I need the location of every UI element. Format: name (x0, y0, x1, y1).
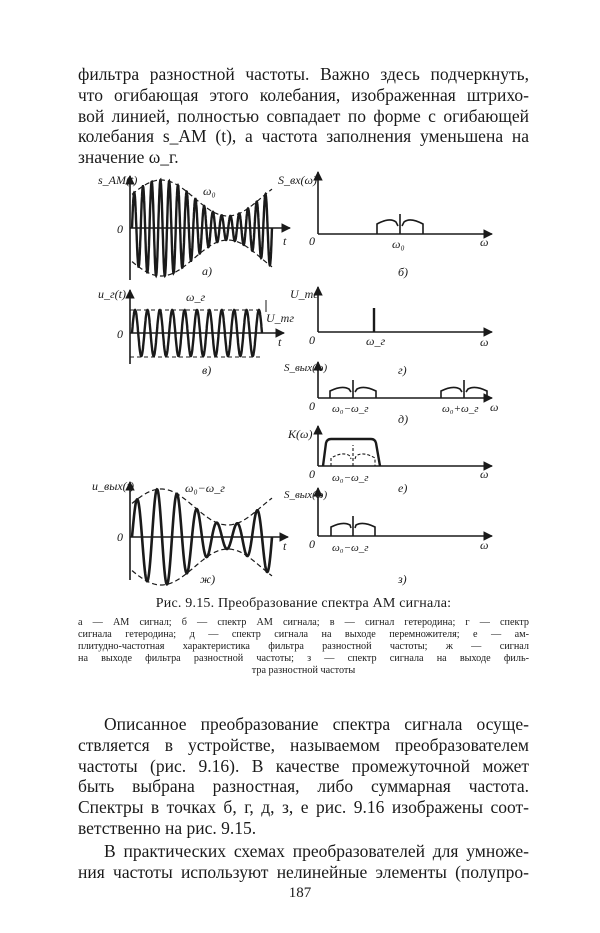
legend-line: плитудно-частотная характеристика фильтра разностной частоты; ж — сигнал (78, 641, 529, 652)
panel-e-x-label: ω (480, 467, 489, 481)
panel-d-x-label: ω (490, 400, 499, 414)
panel-a-waveform (132, 180, 272, 276)
legend-line: а — АМ сигнал; б — спектр АМ сигнала; в — сигнал гетеродина; г — спектр (78, 617, 529, 628)
panel-v-heterodyne-signal (98, 287, 294, 377)
panel-d-y-label: S_вых(ω) (284, 362, 328, 374)
panel-v-amp-label: U_mг (266, 311, 295, 325)
text-line: колебания s_AM (t), а частота заполнения уменьшена на (78, 126, 529, 147)
legend-line: на выходе фильтра разностной частоты; з — спектр сигнала на выходе филь- (78, 653, 529, 664)
panel-zh-y-label: u_вых(t) (92, 479, 134, 493)
text-line: вой линией, полностью совпадает по форме с огибающей (78, 105, 529, 126)
text-line: что огибающая этого колебания, изображенная штрихо- (78, 84, 529, 105)
panel-v-x-label: t (278, 335, 282, 349)
text-line: Описанное преобразование спектра сигнала осуще- (104, 714, 529, 734)
page-number: 187 (288, 885, 312, 901)
panel-v-letter: в) (202, 363, 212, 377)
panel-d-peak1-label: ω₀−ω_г (332, 403, 369, 415)
panel-g-y-label: U_mг (290, 287, 319, 301)
text-line: В практических схемах преобразователей для умноже- (104, 841, 529, 861)
panel-e-passband (323, 439, 380, 466)
panel-z-filter-output-spectrum (284, 488, 492, 586)
figure-caption-legend (78, 617, 529, 677)
panel-a-y-label: s_AM(t) (98, 173, 138, 187)
panel-v-zero: 0 (117, 327, 123, 341)
panel-d-letter: д) (398, 412, 409, 426)
panel-e-letter: е) (398, 481, 408, 495)
panel-d-multiplier-output-spectrum (284, 362, 498, 426)
panel-z-peak-label: ω₀−ω_г (332, 542, 369, 554)
panel-zh-waveform (132, 489, 272, 584)
panel-zh-x-label: t (283, 539, 287, 553)
legend-line: тра разностной частоты (251, 665, 356, 676)
panel-z-zero: 0 (309, 537, 315, 551)
panel-zh-wave-label: ω₀−ω_г (185, 481, 225, 495)
text-line: ния частоты используют нелинейные элементы (полупро- (78, 861, 529, 882)
text-line: фильтра разностной частоты. Важно здесь подчеркнуть, (78, 64, 529, 84)
panel-a-zero: 0 (117, 222, 123, 236)
panel-z-letter: з) (398, 572, 407, 586)
panel-a-letter: а) (202, 264, 212, 278)
panel-zh-zero: 0 (117, 530, 123, 544)
panel-zh-filter-output-signal (92, 479, 288, 586)
panel-b-zero: 0 (309, 234, 315, 248)
panel-d-zero: 0 (309, 399, 315, 413)
panel-zh-letter: ж) (200, 572, 216, 586)
panel-g-letter: г) (398, 363, 407, 377)
panel-v-wave-label: ω_г (186, 290, 206, 304)
panel-e-zero: 0 (309, 467, 315, 481)
panel-g-x-label: ω (480, 335, 489, 349)
panel-b-letter: б) (398, 265, 409, 279)
text-line: ветственно на рис. 9.15. (78, 817, 257, 838)
text-line: частоты (рис. 9.16). В качестве промежуточной может (78, 755, 529, 776)
legend-line: сигнала гетеродина; д — спектр сигнала на выходе перемножителя; е — ам- (78, 629, 529, 640)
panel-g-line-label: ω_г (366, 334, 386, 348)
panel-z-x-label: ω (480, 538, 489, 552)
text-line: Спектры в точках б, г, д, з, е рис. 9.16 изображены соот- (78, 797, 529, 818)
panel-d-peak2-label: ω₀+ω_г (442, 403, 479, 415)
panel-e-band-label: ω₀−ω_г (332, 472, 369, 484)
panel-a-x-label: t (283, 234, 287, 248)
panel-b-peak-label: ω₀ (392, 237, 405, 251)
panel-b-am-spectrum (278, 172, 492, 279)
panel-a-wave-label: ω₀ (203, 184, 216, 198)
bottom-paragraph-1 (78, 714, 529, 839)
panel-e-y-label: K(ω) (288, 427, 313, 441)
panel-a-am-signal (98, 173, 290, 280)
text-line: ствляется в устройстве, называемом преобразователем (78, 734, 529, 755)
panel-b-y-label: S_вх(ω) (278, 173, 317, 187)
bottom-paragraph-2 (78, 841, 529, 883)
figure-caption-title: Рис. 9.15. Преобразование спектра АМ сигнала: (155, 596, 452, 611)
text-line: быть выбрана разностная, либо суммарная частота. (78, 776, 529, 797)
panel-g-zero: 0 (309, 333, 315, 347)
panel-e-filter-response (287, 426, 492, 495)
panel-b-x-label: ω (480, 235, 489, 249)
panel-z-y-label: S_вых(ω) (284, 489, 328, 501)
text-line: значение ω_г. (78, 147, 179, 168)
panel-v-y-label: u_г(t) (98, 287, 127, 301)
